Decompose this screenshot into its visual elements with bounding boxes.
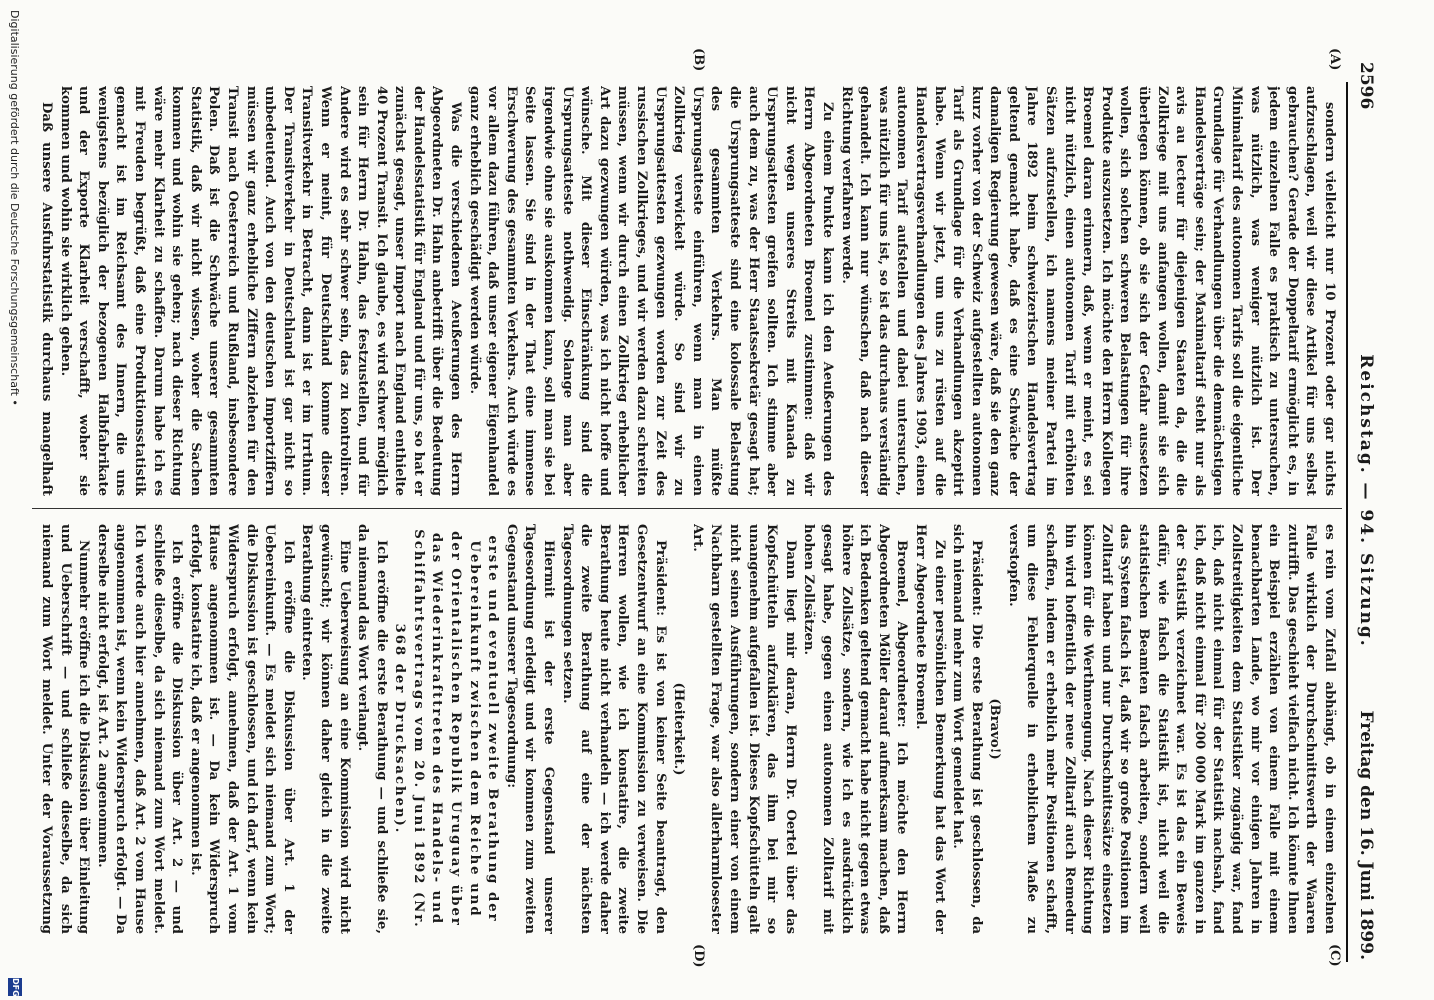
header-title: Reichstag. — 94. Sitzung. (1356, 354, 1376, 648)
left-paragraph: Was die verschiedenen Aeußerungen des Herrn Abgeordneten Dr. Hahn anbetrifft über die Bedeutung der Handelsstatistik für England und für uns, so hat er zunächst gesagt, unser Import nach England enthielte 40 Prozent Transit. Ich glaube, es wird schwer möglich sein für Herrn Dr. Hahn, das festzustellen, und für Andere wird es sehr schwer sein, das zu kontroliren. Wenn er meint, für Deutschland komme dieser Transitverkehr in Betracht, dann ist er im Irrthum. Der Transitverkehr in Deutschland ist gar nicht so unbedeutend. Auch von den deutschen Importziffern müssen wir ganz erhebliche Ziffern abziehen für den Transit nach Oesterreich und Rußland, insbesondere Polen. Daß ist die Schwäche unserer gesammten Statistik, daß wir nicht wissen, woher die Sachen kommen und wohin sie gehen; nach dieser Richtung wäre mehr Klarheit zu schaffen. Darum habe ich es mit Freuden begrüßt, daß eine Produktionsstatistik gemacht ist im Reichsamt des Innern, die uns wenigstens bezüglich der bezogenen Halbfabrikate und der Exporte Klarheit verschafft, woher sie kommen und wohin sie wirklich gehen. (57, 86, 464, 496)
margin-mark-c: (C) (1327, 944, 1342, 967)
interjection: (Bravo!) (987, 698, 1003, 760)
page-number: 2596 (1356, 62, 1376, 110)
right-paragraph: Dann liegt mir daran, Herrn Dr. Oertel über das Kopfschütteln aufzuklären, das ihm bei mir so unangenehm aufgefallen ist. Dieses Kopfschütteln galt nicht seinen Ausführungen, sondern einer von einem Nachbarn gestellten Frage, war also allerharmlosester Art. (689, 524, 798, 934)
digitization-notice: Digitalisierung gefördert durch die Deutsche Forschungsgemeinschaft • (8, 10, 21, 406)
right-paragraph: Präsident: Es ist von keiner Seite beantragt, den Gesetzentwurf an eine Kommission zu verweisen. Die Herren wollen, wie ich konstatire, die zweite Berathung heute nicht verhandeln — ich werde daher die zweite Berathung auf eine der nächsten Tagesordnungen setzen. (559, 524, 668, 934)
right-column (38, 524, 1338, 934)
header-rule (1346, 82, 1348, 962)
margin-mark-d: (D) (691, 944, 706, 968)
agenda-item-title: erste und eventuell zweite Berathung der Uebereinkunft zwischen dem Reiche und der Orientalischen Republik Uruguay über das Wiederinkrafttreten des Handels- und Schiffahrtsvertrags vom 20. Juni 1892 (Nr. 368 der Drucksachen). (392, 529, 501, 929)
right-paragraph: Ich eröffne die Diskussion über Art. 2 — und schließe dieselbe, da sich niemand zum Wort meldet. Ich werde auch hier annehmen, daß Art. 2 vom Hause angenommen ist, wenn kein Widerspruch erfolgt. — Da derselbe nicht erfolgt, ist Art. 2 angenommen. (94, 524, 185, 934)
margin-mark-b: (B) (691, 48, 706, 72)
page-footer (3, 0, 23, 1000)
right-paragraph: Zu einer persönlichen Bemerkung hat das Wort der Herr Abgeordnete Broemel. (912, 524, 947, 934)
left-column (38, 86, 1338, 496)
margin-mark-a: (A) (1327, 48, 1342, 71)
right-paragraph: Broemel, Abgeordneter: Ich möchte den Herrn Abgeordneten Möller darauf aufmerksam machen, daß ich Bedenken geltend gemacht habe nicht gegen etwas höhere Zollsätze, sondern, wie ich es ausdrücklich gesagt habe, gegen einen autonomen Zolltarif mit hohen Zollsätzen. (801, 524, 910, 934)
right-paragraph: Eine Ueberweisung an eine Kommission wird nicht gewünscht; wir können daher gleich in die zweite Berathung eintreten. (299, 524, 352, 934)
right-paragraph: Ich eröffne die erste Berathung — und schließe sie, da niemand das Wort verlangt. (355, 524, 389, 934)
right-paragraph: Präsident: Die erste Berathung ist geschlossen, da sich niemand mehr zum Wort gemeldet hat. (950, 524, 984, 934)
left-paragraph: sondern vielleicht nur 10 Prozent oder gar nichts aufzuschlagen, weil wir diese Artikel für uns selbst gebrauchen? Gerade der Doppeltarif ermöglicht es, in jedem einzelnen Falle es praktisch zu untersuchen, was nützlich, was weniger nützlich ist. Der Minimaltarif des autonomen Tarifs soll die eigentliche Grundlage für Verhandlungen über die demnächstigen Handelsverträge sein; der Maximaltarif steht nur als avis au lecteur für diejenigen Staaten da, die die Zollkriege mit uns anfangen wollen, damit sie sich überlegen können, ob sie sich der Gefahr aussetzen wollen, sich solchen schweren Belastungen für ihre Produkte auszusetzen. Ich möchte den Herrn Kollegen Broemel daran erinnern, daß, wenn er meint, es sei nicht nützlich, einen autonomen Tarif mit erhöhten Sätzen aufzustellen, ich namens meiner Partei im Jahre 1892 beim schweizerischen Handelsvertrag geltend gemacht habe, daß es eine Schwäche der damaligen Regierung gewesen wäre, daß sie den ganz kurz vorher von der Schweiz aufgestellten autonomen Tarif als Grundlage für die Verhandlungen akzeptirt habe. Wenn wir jetzt, um uns zu rüsten auf die Handelsvertragsverhandlungen des Jahres 1903, einen autonomen Tarif aufstellen und dabei untersuchen, was nützlich für uns ist, so ist das durchaus verständig gehandelt. Ich kann nur wünschen, daß nach dieser Richtung verfahren werde. (838, 86, 1337, 496)
right-paragraph: Hiermit ist der erste Gegenstand unserer Tagesordnung erledigt und wir kommen zum zweiten Gegenstand unserer Tagesordnung: (503, 524, 557, 934)
left-paragraph: Daß unsere Ausfuhrstatistik durchaus mangelhaft (39, 102, 55, 496)
header-date: Freitag den 16. Juni 1899. (1356, 710, 1376, 960)
right-paragraph: Ich eröffne die Diskussion über Art. 1 der Uebereinkunft. — Es meldet sich niemand zum Wort; die Diskussion ist geschlossen, und ich darf, wenn kein Widerspruch erfolgt, annehmen, daß der Art. 1 vom Hause angenommen ist. — Da kein Widerspruch erfolgt, konstatire ich, daß er angenommen ist. (187, 524, 296, 934)
left-paragraph: Zu einem Punkte kann ich den Aeußerungen des Herrn Abgeordneten Broemel zustimmen: daß wir nicht wegen unseres Streits mit Kanada zu Ursprungsattesten greifen sollten. Ich stimme aber auch dem zu, was der Herr Staatssekretär gesagt hat; die Ursprungsatteste sind eine kolossale Belastung des gesammten Verkehrs. Man müßte Ursprungsatteste einführen, wenn man in einen Zollkrieg verwickelt würde. So sind wir zu Ursprungsattesten gezwungen worden zur Zeit des russischen Zollkrieges, und wir werden dazu schreiten müssen, wenn wir durch einen Zollkrieg erheblicher Art dazu gezwungen würden, was ich nicht hoffe und wünsche. Mit dieser Einschränkung sind die Ursprungsatteste nothwendig. Solange man aber irgendwie ohne sie auskommen kann, soll man sie bei Seite lassen. Sie sind in der That eine immense Erschwerung des gesammten Verkehrs. Auch würde es vor allem dazu führen, daß unser eigener Eigenhandel ganz erheblich geschädigt werden würde. (466, 86, 835, 496)
right-paragraph: Nunmehr eröffne ich die Diskussion über Einleitung und Ueberschrift — und schließe dieselbe, da sich niemand zum Wort meldet. Unter der Voraussetzung (39, 524, 92, 934)
page-header (1350, 36, 1376, 966)
right-paragraph: es rein vom Zufall abhängt, ob in einem einzelnen Falle wirklich der Durchschnittswerth der Waaren zutrifft. Das geschieht vielfach nicht. Ich könnte Ihnen ein Beispiel erzählen von einem Falle mit einem benachbarten Lande, wo mir vor einigen Jahren in Zollstreitigkeiten dem Statistiker zugängig war, fand ich, daß nicht einmal für der Statistik nachsah, fand ich, daß nicht einmal für 200 000 Mark im ganzen in der Statistik verzeichnet war. Es ist das ein Beweis dafür, wie falsch die Statistik ist, nicht weil die statistischen Beamten falsch arbeiten, sondern weil das System falsch ist, daß wir so große Positionen im Zolltarif haben und nur Durchschnittssätze einsetzen können für die Werthmengung. Nach dieser Richtung hin wird hoffentlich der neue Zolltarif auch Remedur schaffen, indem er erheblich mehr Positionen schafft, um diese Fehlerquelle in erheblichem Maße zu verstopfen. (1005, 524, 1337, 934)
dfg-logo-icon: DFG (8, 978, 22, 996)
interjection: (Heiterkeit.) (671, 682, 687, 776)
column-divider (32, 508, 1342, 509)
